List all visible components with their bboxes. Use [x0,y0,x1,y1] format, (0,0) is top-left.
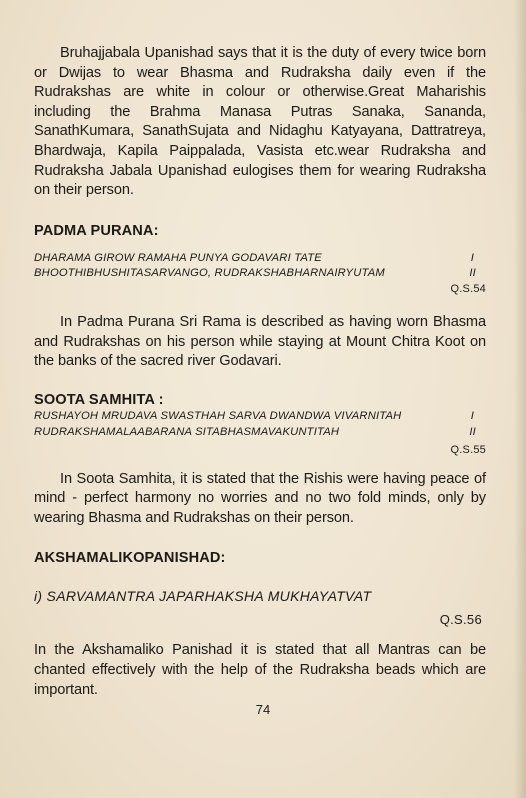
paragraph-padma-text: In Padma Purana Sri Rama is described as having worn Bhasma and Rudrakshas on his person while staying at Mount Chitra Koot on the banks of the sacred river Godavari. [34,314,486,370]
paragraph-soota [34,470,486,529]
paragraph-bruhajjabala-text: Bruhajjabala Upanishad says that it is the duty of every twice born or Dwijas to wear Bhasma and Rudraksha daily even if the Rudrakshas are white in colour or otherwise.Great Maharishis including the Brahma Manasa Putras Sanaka, Sananda, SanathKumara, SanathSujata and Nidaghu Katyayana, Dattratreya, Bhardwaja, Kapila Paippalada, Vasista etc.wear Rudraksha and Rudraksha Jabala Upanishad eulogises them for wearing Rudraksha on their person. [34,45,486,199]
verse-mark: II [469,267,476,280]
verse-soota [34,409,486,459]
verse-mark: I [470,251,474,264]
verse-text: RUSHAYOH MRUDAVA SWASTHAH SARVA DWANDWA VIVARNITAH [34,410,402,423]
verse-text: DHARAMA GIROW RAMAHA PUNYA GODAVARI TATE [34,251,322,264]
paragraph-bruhajjabala [34,44,486,201]
quote-reference: Q.S.56 [439,612,482,628]
verse-text: BHOOTHIBHUSHITASARVANGO, RUDRAKSHABHARNAIRYUTAM [34,267,385,280]
verse-line [34,425,486,441]
quote-reference: Q.S.55 [450,444,486,457]
verse-line [34,251,486,267]
paragraph-aksha-text: In the Akshamaliko Panishad it is stated that all Mantras can be chanted effectively with the help of the Rudraksha beads which are important. [34,642,486,698]
verse-text: RUDRAKSHAMALAABARANA SITABHASMAVAKUNTITAH [34,425,340,438]
mantra-text: i) SARVAMANTRA JAPARHAKSHA MUKHAYATVAT [34,588,372,605]
mantra-reference-row [34,610,486,629]
verse-line [34,409,486,425]
quote-reference: Q.S.54 [450,282,486,295]
page-content [34,44,486,700]
verse-line [34,266,486,282]
paragraph-aksha [34,641,486,700]
heading-padma-purana: PADMA PURANA: [34,222,159,239]
verse-mark: II [469,425,476,438]
paragraph-soota-text: In Soota Samhita, it is stated that the Rishis were having peace of mind - perfect harmony no worries and no two fold minds, only by wearing Bhasma and Rudrakshas on their person. [34,470,486,526]
page-number: 74 [255,702,271,717]
heading-soota-samhita: SOOTA SAMHITA : [34,392,164,409]
paragraph-padma [34,313,486,372]
page-edge-shadow [514,0,526,798]
mantra-aksha [34,587,486,606]
verse-mark: I [470,410,474,423]
verse-padma [34,251,486,298]
heading-akshamalikopanishad: AKSHAMALIKOPANISHAD: [34,550,226,567]
